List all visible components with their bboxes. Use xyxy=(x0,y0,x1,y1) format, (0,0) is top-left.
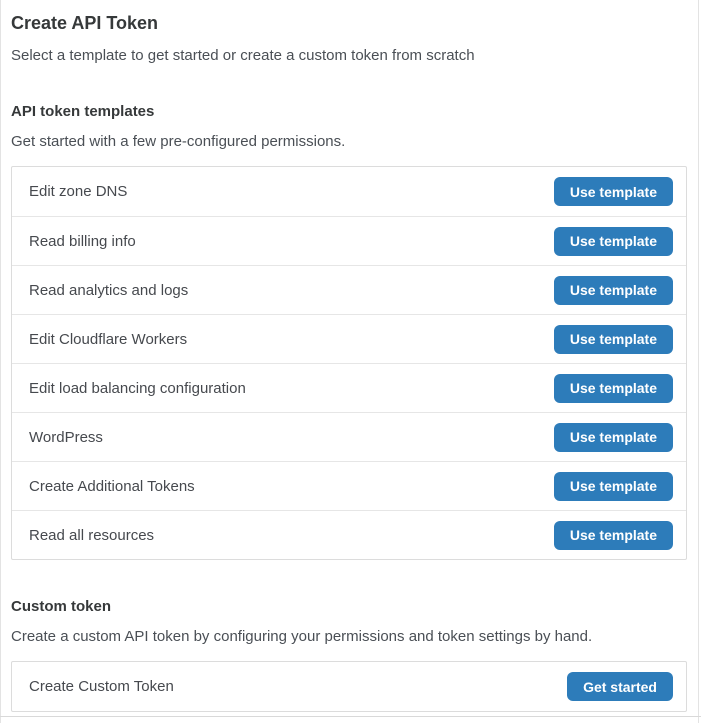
use-template-button[interactable]: Use template xyxy=(554,325,673,354)
template-row-label: WordPress xyxy=(29,428,103,446)
template-row xyxy=(12,510,686,559)
custom-token-row-label: Create Custom Token xyxy=(29,678,174,695)
use-template-button[interactable]: Use template xyxy=(554,423,673,452)
templates-section-heading: API token templates xyxy=(11,103,155,120)
custom-token-section-heading: Custom token xyxy=(11,598,112,615)
page-title: Create API Token xyxy=(11,13,159,33)
template-row-label: Read analytics and logs xyxy=(29,281,189,299)
custom-token-row xyxy=(12,662,686,711)
use-template-button[interactable]: Use template xyxy=(554,227,673,256)
page-left-border xyxy=(0,0,1,723)
use-template-button[interactable]: Use template xyxy=(554,374,673,403)
template-row-label: Read billing info xyxy=(29,232,136,250)
page-right-border xyxy=(698,0,699,723)
templates-section-description: Get started with a few pre-configured permissions. xyxy=(11,133,346,150)
template-row-label: Create Additional Tokens xyxy=(29,477,195,495)
template-row xyxy=(12,363,686,412)
template-row xyxy=(12,265,686,314)
use-template-button[interactable]: Use template xyxy=(554,472,673,501)
template-row-label: Read all resources xyxy=(29,526,155,544)
bottom-divider xyxy=(0,716,701,717)
page-content xyxy=(0,12,701,712)
page-subtitle: Select a template to get started or create a custom token from scratch xyxy=(11,47,475,64)
get-started-button[interactable]: Get started xyxy=(567,672,673,701)
template-row-label: Edit load balancing configuration xyxy=(29,379,246,397)
template-list xyxy=(11,166,687,560)
use-template-button[interactable]: Use template xyxy=(554,276,673,305)
custom-token-section-description: Create a custom API token by configuring your permissions and token settings by hand. xyxy=(11,628,593,645)
template-row xyxy=(12,412,686,461)
template-row xyxy=(12,167,686,216)
custom-token-list xyxy=(11,661,687,712)
template-row xyxy=(12,216,686,265)
use-template-button[interactable]: Use template xyxy=(554,521,673,550)
template-row xyxy=(12,314,686,363)
use-template-button[interactable]: Use template xyxy=(554,177,673,206)
template-row-label: Edit Cloudflare Workers xyxy=(29,330,188,348)
template-row-label: Edit zone DNS xyxy=(29,183,128,200)
template-row xyxy=(12,461,686,510)
